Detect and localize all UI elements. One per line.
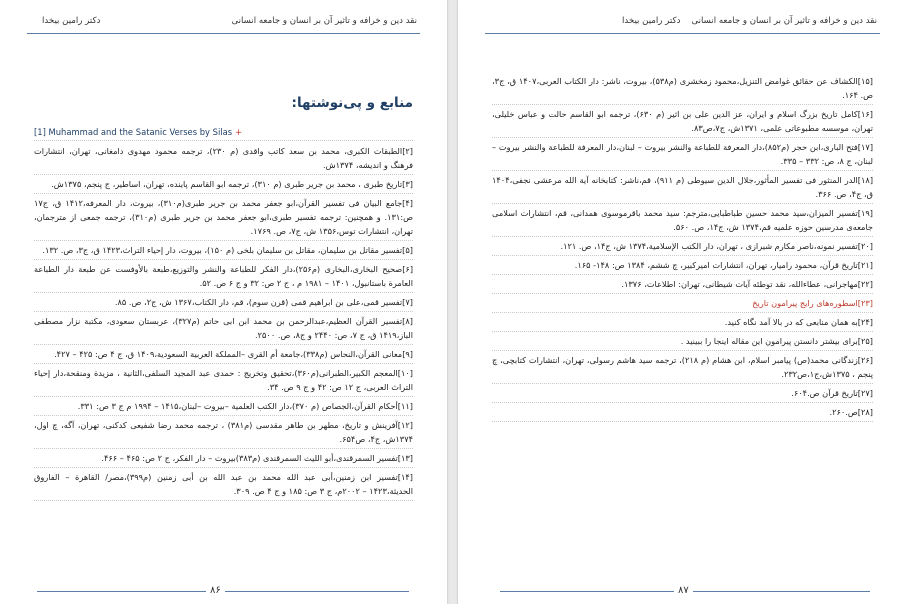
book-title: نقد دین و خرافه و تاثیر آن بر انسان و جامعه انسانی bbox=[691, 16, 877, 26]
reference-entry: [۲۸]ص.۲۶۰. bbox=[492, 403, 873, 422]
english-reference[interactable] bbox=[34, 125, 413, 141]
reference-entry: [۳]تاریخ طبری ، محمد بن جریر طبری (م ۳۱۰)، ترجمه ابو القاسم پاینده، تهران، اساطیر، ج پنجم، ۱۳۷۵ش. bbox=[34, 175, 413, 194]
reference-entry: [۶]صحیح البخاری،البخاری (م۲۵۶)،دار الفکر للطباعة والنشر والتوزیع،طبعة بالأوفست عن طبعة دار الطباعة العامرة باستانبول، ۱۴۰۱ – ۱۹۸۱ م ، ج ۲ ص: ۳۲ و ج ۶ ص. ۵۲. bbox=[34, 260, 413, 293]
reference-entry: [۲۵]برای بیشتر دانستن پیرامون این مقاله اینجا را ببینید . bbox=[492, 332, 873, 351]
left-page bbox=[0, 0, 447, 604]
reference-entry: [۷]تفسیر قمی،علی بن ابراهیم قمی (قرن سوم)، قم، دار الکتاب،۱۳۶۷ ش، ج۲، ص. ۸۵. bbox=[34, 293, 413, 312]
author-name: دکتر رامین بیخدا bbox=[42, 16, 101, 26]
book-title: نقد دین و خرافه و تاثیر آن بر انسان و جامعه انسانی bbox=[231, 16, 417, 26]
reference-entry: [۲۰]تفسیر نمونه،ناصر مکارم شیرازی ، تهران، دار الکتب الإسلامیة،۱۳۷۴ ش، ج۱۴، ص. ۱۲۱. bbox=[492, 237, 873, 256]
reference-entry: [۵]تفسیر مقاتل بن سلیمان، مقاتل بن سلیمان بلخی (م ۱۵۰)، بیروت، دار إحیاء التراث،۱۴۲۳ ق، ج۳، ص. ۱۳۲. bbox=[34, 241, 413, 260]
header-rule bbox=[485, 33, 880, 34]
reference-entry: [۱۵]الکشاف عن حقائق غوامض التنزیل،محمود زمخشری (م۵۳۸)، بیروت، ناشر: دار الکتاب العربی،۱۴۰۷ ق، ج۳، ص. ۱۶۴. bbox=[492, 72, 873, 105]
reference-entry: [۲]الطبقات الکبری، محمد بن سعد کاتب واقدی (م ۲۳۰)، ترجمه محمود مهدوی دامغانی، تهران، انتشارات فرهنگ و اندیشه، ۱۳۷۴ش. bbox=[34, 142, 413, 175]
english-reference-text: [1] Muhammad and the Satanic Verses by Silas bbox=[34, 127, 233, 137]
page-number: ۸۷ bbox=[674, 585, 693, 596]
running-header bbox=[30, 16, 417, 32]
reference-entry: [۲۷]تاریخ قرآن ص.۶۰۴. bbox=[492, 384, 873, 403]
reference-entry: [۲۱]تاریخ قرآن، محمود رامیار، تهران، انتشارات امیرکبیر، چ ششم، ۱۳۸۴ ص: ۱۴۸- ۱۶۵. bbox=[492, 256, 873, 275]
reference-entry: [۱۹]تفسیر المیزان،سید محمد حسین طباطبایی،مترجم: سید محمد باقرموسوی همدانی، قم، انتشارات اسلامی جامعه‌ی مدرسین حوزه علمیه قم،۱۳۷۴ ش، ج۱۴، ص. ۵۶۰. bbox=[492, 204, 873, 237]
references-list bbox=[492, 72, 873, 422]
reference-entry: [۱۶]کامل تاریخ بزرگ اسلام و ایران، عز الدین علی بن اثیر (م ۶۳۰)، ترجمه ابو القاسم حالت و عباس خلیلی، تهران، موسسه مطبوعاتی علمی، ۱۳۷۱ش، ج۷،ص۸۳. bbox=[492, 105, 873, 138]
expand-plus-icon[interactable]: + bbox=[235, 127, 243, 137]
reference-entry: [۱۳]تفسیر السمرقندی،أبو اللیث السمرقندی (م۳۸۳)بیروت – دار الفكر، ج ۲ ص: ۴۶۵ – ۴۶۶. bbox=[34, 449, 413, 468]
reference-entry: [۱۰]المعجم الکبیر،الطبرانی(م۳۶۰)،تحقیق وتخریج : حمدی عبد المجید السلفی،الثانیة ، مزیدة ومنقحة،دار إحیاء التراث العربی، ج ۱۲ ص: ۴۲ و ج ۹ ص. ۳۴. bbox=[34, 364, 413, 397]
running-header bbox=[488, 16, 877, 32]
reference-entry: [۲۶]زندگانی محمد(ص) پیامبر اسلام، ابن هشام (م ۲۱۸)، ترجمه سید هاشم رسولی، تهران، انتشارات کتابچی، چ پنجم ، ۱۳۷۵ش،ج۱،ص۲۳۲. bbox=[492, 351, 873, 384]
references-list bbox=[34, 95, 413, 501]
reference-entry: [۱۴]تفسیر ابن زمنین،أبی عبد الله محمد بن عبد الله بن أبی زمنین (م۳۹۹)،مصر/ القاهرة – الفاروق الحدیثة،۱۴۲۳ – ۲۰۰۲م، ج ۳ ص: ۱۸۵ و ج ۴ ص. ۳۰۹. bbox=[34, 468, 413, 501]
reference-entry: [۹]معانی القرآن،النحاس (م۳۳۸)،جامعة أم القرى –المملكة العربية السعودية،۱۴۰۹ ق، ج ۴ ص: ۴۲۵ – ۴۲۷. bbox=[34, 345, 413, 364]
right-page bbox=[458, 0, 907, 604]
page-number: ۸۶ bbox=[206, 585, 225, 596]
reference-entry: [۲۴]به همان منابعی که در بالا آمد نگاه کنید. bbox=[492, 313, 873, 332]
reference-entry: [۱۷]فتح الباری،ابن حجر (م۸۵۲)،دار المعرفة للطباعة والنشر بیروت – لبنان،دار المعرفة للطباعة والنشر بیروت – لبنان، ج ۸، ص: ۳۳۲ – ۳۳۵. bbox=[492, 138, 873, 171]
reference-entry: [۱۱]أحکام القرآن،الجصاص (م ۳۷۰)،دار الکتب العلمیة –بیروت –لبنان،۱۴۱۵ – ۱۹۹۴ م ج ۳ ص: ۳۳۱. bbox=[34, 397, 413, 416]
reference-link-entry[interactable]: [۲۳]اسطوره‌های رایج پیرامون تاریخ bbox=[492, 294, 873, 313]
header-rule bbox=[27, 33, 420, 34]
reference-entry: [۲۲]مهاجرانی، عطاءالله، نقد توطئه آیات شیطانی، تهران: اطلاعات، ۱۳۷۶. bbox=[492, 275, 873, 294]
reference-entry: [۸]تفسیر القرآن العظیم،عبدالرحمن بن محمد ابن ابی حاتم (م۳۲۷)، عربستان سعودی، مکتبة نزار مصطفی الباز،۱۴۱۹ ق، ج ۷، ص: ۲۴۴۰ و ج۸، ص. ۲۵۰۰. bbox=[34, 312, 413, 345]
author-name: دکتر رامین بیخدا bbox=[622, 16, 681, 26]
section-heading: منابع و پی‌نوشتها: bbox=[291, 95, 413, 111]
reference-entry: [۱۸]الدر المنثور فی تفسیر المأثور،جلال الدین سیوطی (م ۹۱۱)، قم،ناشر: کتابخانه آیة الله مرعشی نجفی،۱۴۰۴ ق، ج۴، ص. ۳۶۶. bbox=[492, 171, 873, 204]
reference-entry: [۴]جامع البیان فی تفسیر القرآن،ابو جعفر محمد بن جریر طبری(م۳۱۰)، بیروت، دار المعرفه،۱۴۱۲ ق، ج۱۷ ص:۱۳۱. و همچنین: ترجمه تفسیر طبری،ابو جعفر محمد بن جریر طبری (م۳۱۰)، ترجمه جمعی از مترجمان، تهران، انتشارات توس،۱۳۵۶ ش، ج۷، ص. ۱۷۶۹. bbox=[34, 194, 413, 241]
reference-entry: [۱۲]آفرینش و تاریخ، مطهر بن طاهر مقدسی (م۳۸۱) ، ترجمه محمد رضا شفیعی کدکنی، تهران، آگه، چ اول، ۱۳۷۴ش، ج۴، ص۶۵۴. bbox=[34, 416, 413, 449]
